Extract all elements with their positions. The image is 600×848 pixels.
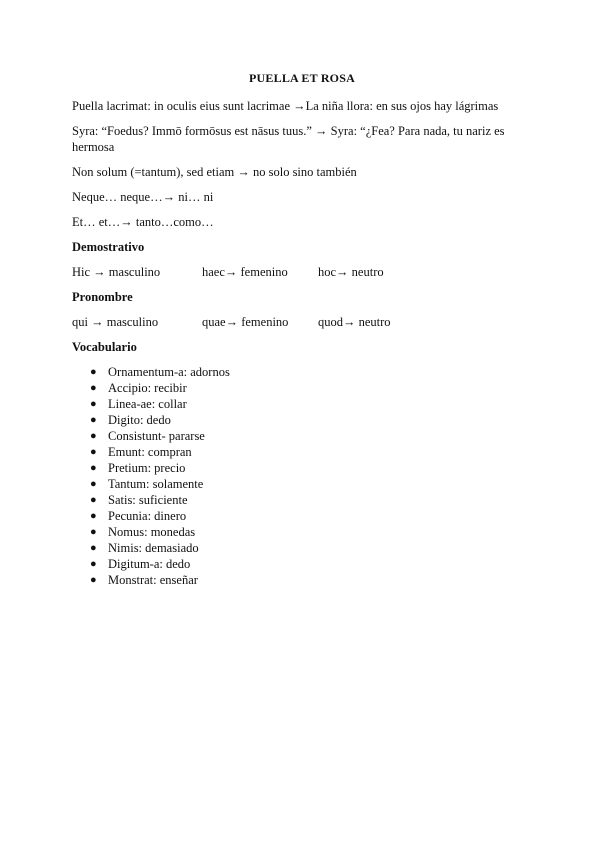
bullet-icon: ●	[90, 430, 97, 442]
demonstrativo-feminine: haec→ femenino	[202, 265, 288, 279]
list-item	[90, 572, 532, 588]
vocab-entry: Nimis: demasiado	[108, 541, 199, 555]
bullet-icon: ●	[90, 542, 97, 554]
list-item	[90, 540, 532, 556]
list-item	[90, 412, 532, 428]
pronombre-row	[72, 314, 532, 330]
demonstrativo-row	[72, 264, 532, 280]
bullet-icon: ●	[90, 478, 97, 490]
list-item	[90, 460, 532, 476]
list-item	[90, 476, 532, 492]
list-item	[90, 524, 532, 540]
pronombre-neuter: quod→ neutro	[318, 315, 391, 329]
vocab-entry: Consistunt- pararse	[108, 429, 205, 443]
text-line: Puella lacrimat: in oculis eius sunt lacrimae →La niña llora: en sus ojos hay lágrimas	[72, 99, 499, 113]
text-line: Syra: “Foedus? Immō formōsus est nāsus tuus.” → Syra: “¿Fea? Para nada, tu nariz es hermosa	[72, 124, 505, 154]
vocab-entry: Emunt: compran	[108, 445, 192, 459]
demonstrativo-neuter: hoc→ neutro	[318, 265, 384, 279]
vocab-entry: Satis: suficiente	[108, 493, 188, 507]
list-item	[90, 492, 532, 508]
text-line: Neque… neque…→ ni… ni	[72, 190, 214, 204]
pronombre-heading: Pronombre	[72, 290, 133, 304]
vocab-entry: Tantum: solamente	[108, 477, 204, 491]
demonstrativo-masculine: Hic → masculino	[72, 265, 161, 279]
bullet-icon: ●	[90, 574, 97, 586]
bullet-icon: ●	[90, 494, 97, 506]
vocab-entry: Pecunia: dinero	[108, 509, 187, 523]
pronombre-masculine: qui → masculino	[72, 315, 159, 329]
list-item	[90, 508, 532, 524]
bullet-icon: ●	[90, 526, 97, 538]
list-item	[90, 380, 532, 396]
vocab-entry: Digitum-a: dedo	[108, 557, 191, 571]
pronombre-feminine: quae→ femenino	[202, 315, 289, 329]
vocab-entry: Ornamentum-a: adornos	[108, 365, 230, 379]
document-page	[72, 70, 532, 588]
list-item	[90, 396, 532, 412]
bullet-icon: ●	[90, 382, 97, 394]
list-item	[90, 428, 532, 444]
bullet-icon: ●	[90, 398, 97, 410]
vocab-entry: Nomus: monedas	[108, 525, 196, 539]
text-line: Non solum (=tantum), sed etiam → no solo sino también	[72, 165, 357, 179]
document-title: PUELLA ET ROSA	[249, 71, 355, 85]
vocab-entry: Accipio: recibir	[108, 381, 187, 395]
list-item	[90, 444, 532, 460]
bullet-icon: ●	[90, 510, 97, 522]
bullet-icon: ●	[90, 366, 97, 378]
vocab-entry: Linea-ae: collar	[108, 397, 187, 411]
demonstrativo-heading: Demostrativo	[72, 240, 145, 254]
bullet-icon: ●	[90, 446, 97, 458]
list-item	[90, 364, 532, 380]
vocabulario-heading: Vocabulario	[72, 340, 137, 354]
list-item	[90, 556, 532, 572]
bullet-icon: ●	[90, 462, 97, 474]
vocab-entry: Digito: dedo	[108, 413, 171, 427]
bullet-icon: ●	[90, 558, 97, 570]
vocabulario-list	[72, 364, 532, 588]
vocab-entry: Monstrat: enseñar	[108, 573, 198, 587]
vocab-entry: Pretium: precio	[108, 461, 186, 475]
text-line: Et… et…→ tanto…como…	[72, 215, 214, 229]
bullet-icon: ●	[90, 414, 97, 426]
